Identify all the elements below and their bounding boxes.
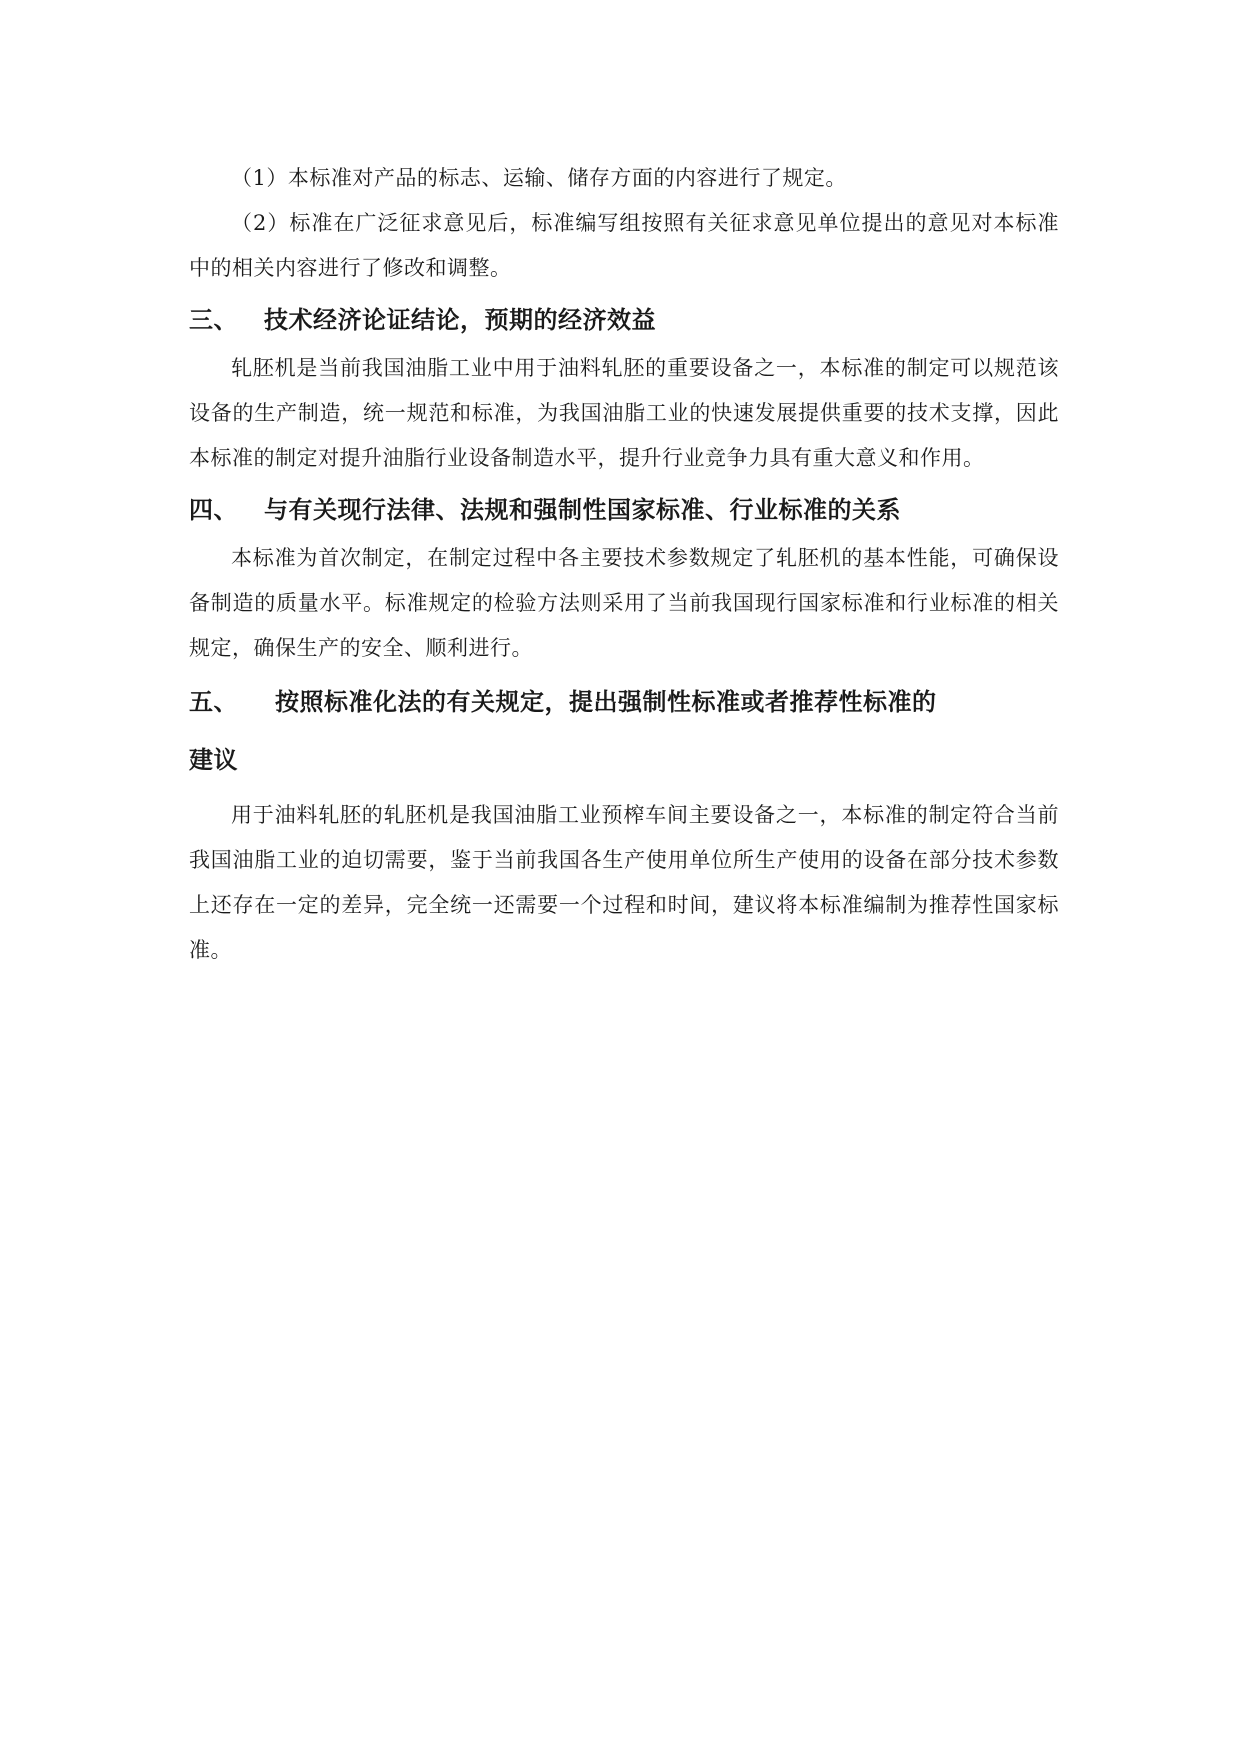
paragraph-item-1: （1）本标准对产品的标志、运输、储存方面的内容进行了规定。 <box>231 166 847 190</box>
section-3-body: 轧胚机是当前我国油脂工业中用于油料轧胚的重要设备之一，本标准的制定可以规范该设备的生产制造，统一规范和标准，为我国油脂工业的快速发展提供重要的技术支撑，因此本标准的制定对提升油脂行业设备制造水平，提升行业竞争力具有重大意义和作用。 <box>189 356 1059 470</box>
section-title: 技术经济论证结论，预期的经济效益 <box>264 306 656 334</box>
section-4-body: 本标准为首次制定，在制定过程中各主要技术参数规定了轧胚机的基本性能，可确保设备制造的质量水平。标准规定的检验方法则采用了当前我国现行国家标准和行业标准的相关规定，确保生产的安全、顺利进行。 <box>189 546 1059 660</box>
paragraph-item-2: （2）标准在广泛征求意见后，标准编写组按照有关征求意见单位提出的意见对本标准中的相关内容进行了修改和调整。 <box>189 211 1059 280</box>
section-number: 三、 <box>189 306 238 334</box>
section-title: 按照标准化法的有关规定，提出强制性标准或者推荐性标准的 <box>275 688 937 716</box>
section-number: 四、 <box>189 496 238 524</box>
section-number: 五、 <box>189 688 238 716</box>
section-heading-5 <box>189 673 1059 731</box>
document-content <box>189 156 1059 973</box>
section-title-continuation: 建议 <box>189 746 238 774</box>
section-heading-3 <box>189 302 1059 338</box>
section-5-body: 用于油料轧胚的轧胚机是我国油脂工业预榨车间主要设备之一，本标准的制定符合当前我国油脂工业的迫切需要，鉴于当前我国各生产使用单位所生产使用的设备在部分技术参数上还存在一定的差异，完全统一还需要一个过程和时间，建议将本标准编制为推荐性国家标准。 <box>189 803 1059 962</box>
section-title: 与有关现行法律、法规和强制性国家标准、行业标准的关系 <box>264 496 901 524</box>
section-heading-4 <box>189 492 1059 528</box>
